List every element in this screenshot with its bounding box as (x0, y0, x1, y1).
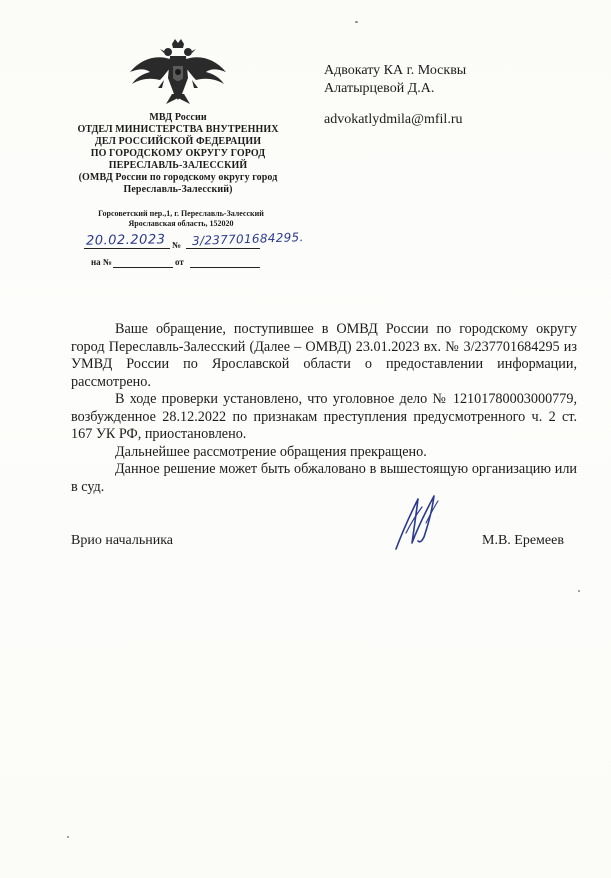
registration-number: 3/237701684295. (191, 230, 304, 248)
reference-label: на № (91, 257, 112, 267)
body-paragraph: Ваше обращение, поступившее в ОМВД России по городскому округу город Переславль-Залесский (Далее – ОМВД) 23.01.2023 вх. № 3/237701684295 из УМВД России по Ярославской области о предоставлении информации, рассмотрено. (71, 321, 577, 390)
signatory-name: М.В. Еремеев (482, 533, 564, 548)
body-paragraph: Данное решение может быть обжаловано в вышестоящую организацию или в суд. (71, 461, 577, 495)
registration-date: 20.02.2023 (85, 232, 166, 249)
addressee-line: Адвокату КА г. Москвы (324, 63, 467, 78)
body-paragraph: Дальнейшее рассмотрение обращения прекращено. (115, 443, 427, 460)
addressee-line: Алатырцевой Д.А. (324, 81, 435, 96)
organization-address (88, 209, 274, 229)
header-line: ПО ГОРОДСКОМУ ОКРУГУ ГОРОД (90, 148, 266, 159)
double-headed-eagle-emblem-icon (128, 38, 228, 108)
registration-number-sign: № (172, 240, 182, 250)
scan-speck (67, 836, 69, 838)
registration-number-underline (186, 248, 260, 249)
handwritten-signature (392, 493, 442, 551)
address-line: Горсоветский пер.,1, г. Переславль-Залесский (98, 209, 264, 218)
letter-body (71, 321, 577, 496)
header-line: Переславль-Залесский) (123, 184, 233, 195)
header-line: ОТДЕЛ МИНИСТЕРСТВА ВНУТРЕННИХ (77, 124, 279, 135)
organization-header (70, 112, 286, 196)
registration-date-underline (84, 248, 170, 249)
header-line: МВД России (149, 112, 207, 123)
signatory-title: Врио начальника (71, 533, 174, 548)
header-line: ДЕЛ РОССИЙСКОЙ ФЕДЕРАЦИИ (94, 136, 262, 147)
from-underline (190, 267, 260, 268)
address-line: Ярославская область, 152020 (128, 219, 234, 228)
body-paragraph: В ходе проверки установлено, что уголовное дело № 12101780003000779, возбужденное 28.12.2022 по признакам преступления предусмотренного ч. 2 ст. 167 УК РФ, приостановлено. (71, 391, 577, 442)
from-label: от (175, 257, 184, 267)
header-line: ПЕРЕСЛАВЛЬ-ЗАЛЕССКИЙ (108, 160, 248, 171)
addressee-email: advokatlydmila@mfil.ru (324, 112, 463, 127)
reference-underline (113, 267, 173, 268)
header-line: (ОМВД России по городскому округу город (78, 172, 278, 183)
scan-speck (578, 590, 580, 592)
addressee-block (324, 62, 584, 98)
scan-speck (355, 21, 358, 23)
